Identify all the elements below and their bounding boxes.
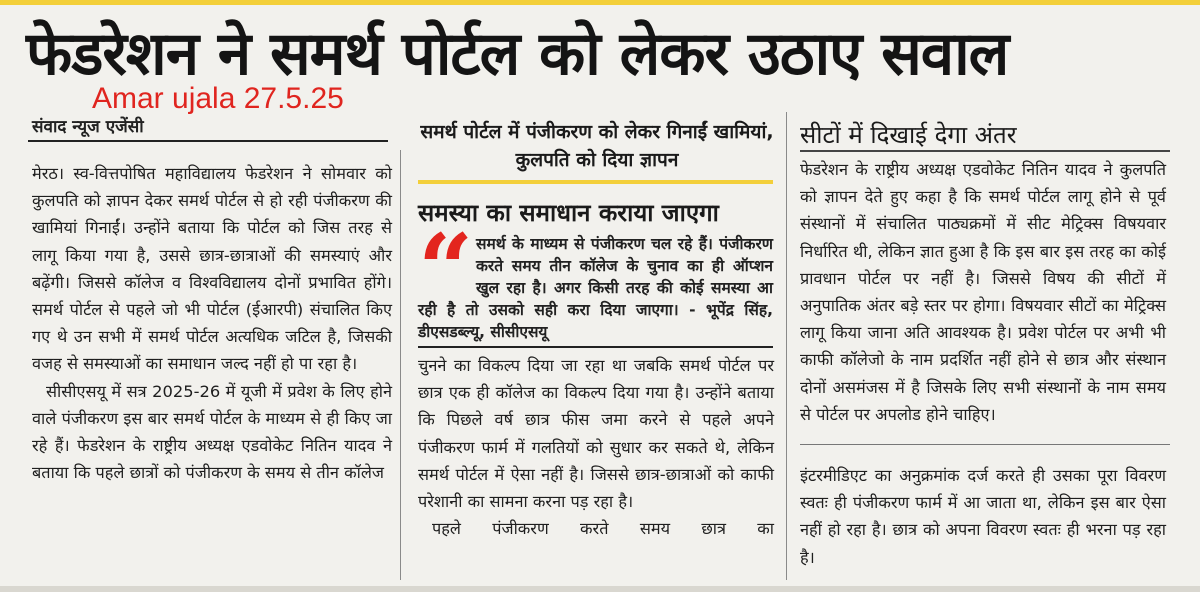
quote-heading: समस्या का समाधान कराया जाएगा [418, 199, 719, 227]
column-3-top [800, 156, 1166, 428]
headline: फेडरेशन ने समर्थ पोर्टल को लेकर उठाए सवाल [26, 19, 1009, 89]
column-3-divider [800, 444, 1170, 445]
column-1 [32, 160, 392, 486]
column-divider-2 [786, 112, 787, 580]
quote-mark-icon: “ [418, 213, 474, 326]
bottom-edge [0, 586, 1200, 592]
column-3-paragraph-1: फेडरेशन के राष्ट्रीय अध्यक्ष एडवोकेट नितिन यादव ने कुलपति को ज्ञापन देते हुए कहा है कि समर्थ पोर्टल लागू होने से पूर्व संस्थानों में संचालित पाठ्यक्रमों में सीट मेट्रिक्स विषयवार निर्धारित थी, लेकिन ज्ञात हुआ है कि इस बार इस तरह का कोई प्रावधान पोर्टल पर नहीं है। जिससे विषय की सीटों में अनुपातिक अंतर बड़े स्तर पर होगा। विषयवार सीटों का मेट्रिक्स लागू किया जाना अति आवश्यक है। प्रवेश पोर्टल पर अभी भी काफी कॉलेजो के नाम प्रदर्शित नहीं होने से छात्र और संस्थान दोनों असमंजस में है जिसके लिए सभी संस्थानों के नाम समय से पोर्टल पर अपलोड होने चाहिए। [800, 160, 1166, 424]
byline-divider [28, 140, 388, 142]
column-3-bottom [800, 462, 1166, 571]
quote-box [418, 233, 773, 343]
source-date-stamp: Amar ujala 27.5.25 [92, 82, 344, 115]
column-1-paragraph-1: मेरठ। स्व-वित्तपोषित महाविद्यालय फेडरेशन ने सोमवार को कुलपति को ज्ञापन देकर समर्थ पोर्टल से हो रही पंजीकरण की खामियां गिनाईं। उन्होंने बताया कि पोर्टल को जिस तरह से लागू किया गया है, उससे छात्र-छात्राओं की समस्याएं और बढ़ेंगी। जिससे कॉलेज व विश्वविद्यालय दोनों प्रभावित होंगे। समर्थ पोर्टल से पहले जो भी पोर्टल (ईआरपी) संचालित किए गए थे उन सभी में समर्थ पोर्टल अत्यधिक जटिल है, जिसकी वजह से समस्याओं का समाधान जल्द नहीं हो पा रहा है। [32, 164, 392, 374]
column-2 [418, 352, 774, 542]
column-1-paragraph-2: सीसीएसयू में सत्र 2025-26 में यूजी में प्रवेश के लिए होने वाले पंजीकरण इस बार समर्थ पोर्टल के माध्यम से ही किए जा रहे हैं। फेडरेशन के राष्ट्रीय अध्यक्ष एडवोकेट नितिन यादव ने बताया कि पहले छात्रों को पंजीकरण के समय से तीन कॉलेज [32, 381, 392, 483]
top-accent-bar [0, 0, 1200, 5]
column-3-heading-underline [800, 150, 1170, 152]
column-divider-1 [400, 150, 401, 580]
quote-divider [418, 346, 773, 348]
column-3-paragraph-2: इंटरमीडिएट का अनुक्रमांक दर्ज करते ही उसका पूरा विवरण स्वतः ही पंजीकरण फार्म में आ जाता था, लेकिन इस बार ऐसा नहीं हो रहा है। छात्र को अपना विवरण स्वतः ही भरना पड़ रहा है। [800, 466, 1166, 567]
quote-text: समर्थ के माध्यम से पंजीकरण चल रहे हैं। पंजीकरण करते समय तीन कॉलेज के चुनाव का ही ऑप्शन खुल रहा है। अगर किसी तरह की कोई समस्या आ रही है तो उसको सही करा दिया जाएगा। - भूपेंद्र सिंह, डीएसडब्ल्यू, सीसीएसयू [418, 235, 773, 341]
sub-headline-underline [418, 180, 773, 184]
column-2-paragraph-1: चुनने का विकल्प दिया जा रहा था जबकि समर्थ पोर्टल पर छात्र एक ही कॉलेज का विकल्प दिया गया है। उन्होंने बताया कि पिछले वर्ष छात्र फीस जमा करने से पहले अपने पंजीकरण फार्म में गलतियों को सुधार कर सकते थे, लेकिन समर्थ पोर्टल में ऐसा नहीं है। जिससे छात्र-छात्राओं को काफी परेशानी का सामना करना पड़ रहा है। [418, 356, 774, 512]
column-2-paragraph-2: पहले पंजीकरण करते समय छात्र का [432, 519, 774, 539]
byline: संवाद न्यूज एजेंसी [32, 117, 144, 137]
column-3-heading: सीटों में दिखाई देगा अंतर [800, 121, 1017, 149]
sub-headline: समर्थ पोर्टल में पंजीकरण को लेकर गिनाईं खामियां, कुलपति को दिया ज्ञापन [420, 121, 774, 171]
